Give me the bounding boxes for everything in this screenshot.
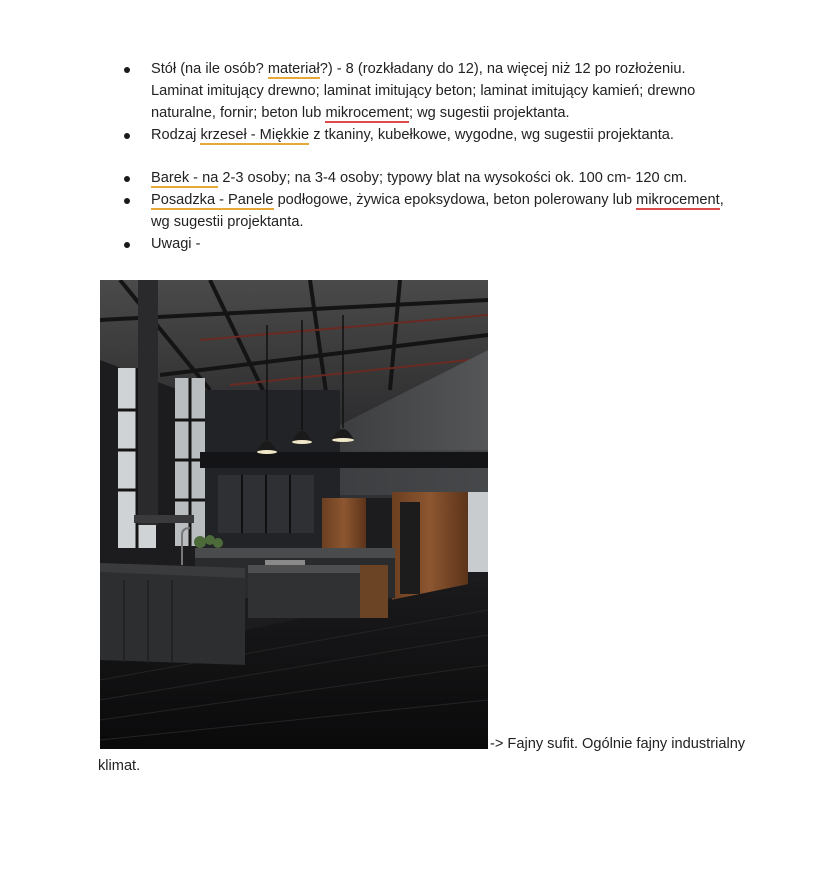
photo-comment-continued: klimat. xyxy=(98,758,141,774)
kitchen-illustration xyxy=(100,280,488,749)
spelling-underline-word[interactable]: mikrocement xyxy=(325,105,409,121)
text-span: podłogowe, żywica epoksydowa, beton polerowany lub xyxy=(273,192,637,208)
text-span: ?) - 8 (rozkładany do 12), na więcej niż 12 po rozłożeniu. Laminat imitujący drewno; laminat imitujący beton; laminat imitujący kamień; drewno naturalne, fornir; beton lub xyxy=(151,61,696,121)
grammar-underline-word[interactable]: Posadzka - Panele xyxy=(151,192,274,208)
grammar-underline-word[interactable]: Barek - na xyxy=(151,170,219,186)
grammar-underline-word[interactable]: materiał xyxy=(267,61,320,77)
kitchen-photo[interactable] xyxy=(100,280,488,749)
text-span: Stół (na ile osób? xyxy=(151,61,268,77)
text-span: 2-3 osoby; na 3-4 osoby; typowy blat na wysokości ok. 100 cm- 120 cm. xyxy=(218,170,688,186)
bullet-icon xyxy=(124,176,130,182)
empty-line xyxy=(124,146,734,167)
photo-comment: -> Fajny sufit. Ogólnie fajny industrialny xyxy=(490,736,746,752)
bullet-icon xyxy=(124,198,130,204)
list-item xyxy=(124,167,734,189)
list-item xyxy=(124,233,734,255)
requirements-list xyxy=(124,58,734,255)
text-span: z tkaniny, kubełkowe, wygodne, wg sugestii projektanta. xyxy=(309,127,674,143)
text-span: , wg sugestii projektanta. xyxy=(151,192,724,230)
text-span: ; wg sugestii projektanta. xyxy=(408,105,570,121)
bullet-icon xyxy=(124,133,130,139)
text-span: Rodzaj xyxy=(151,127,201,143)
bullet-icon xyxy=(124,242,130,248)
text-span: Uwagi - xyxy=(151,236,201,252)
bullet-icon xyxy=(124,67,130,73)
spelling-underline-word[interactable]: mikrocement xyxy=(636,192,720,208)
list-item xyxy=(124,124,734,146)
list-item xyxy=(124,189,734,233)
list-item xyxy=(124,58,734,124)
grammar-underline-word[interactable]: krzeseł - Miękkie xyxy=(200,127,310,143)
